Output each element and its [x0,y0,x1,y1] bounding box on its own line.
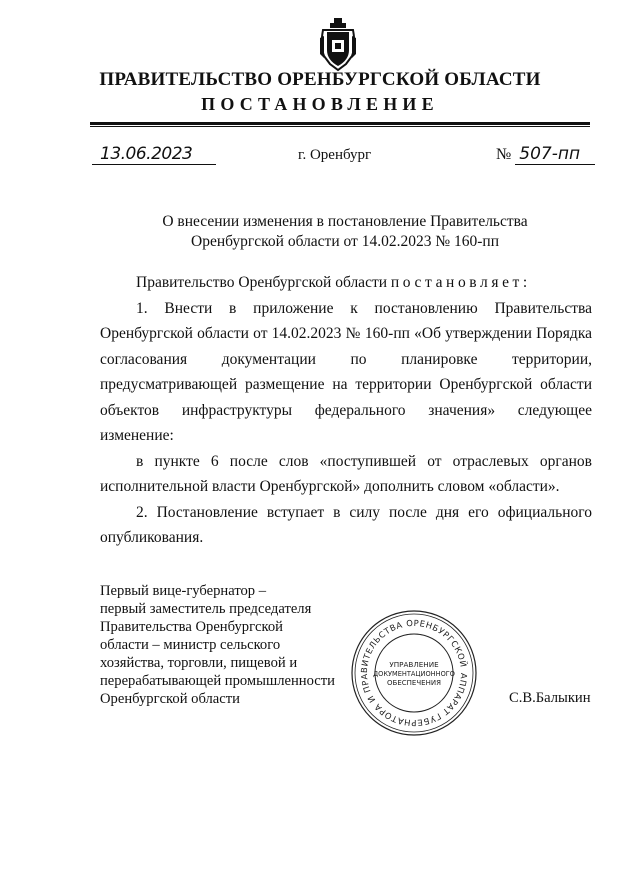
official-stamp [350,609,478,737]
number-prefix: № [496,146,512,163]
document-number [496,144,595,165]
stamp-center-line: ОБЕСПЕЧЕНИЯ [387,679,441,687]
item-1-change-paragraph: в пункте 6 после слов «поступившей от отраслевых органов исполнительной власти Оренбургской» дополнить словом «области». [100,452,592,495]
subject-line-2: Оренбургской области от 14.02.2023 № 160-пп [191,233,499,250]
signer-position-line: первый заместитель председателя [100,601,312,617]
number-value: 507-пп [515,144,595,165]
document-type-title: ПОСТАНОВЛЕНИЕ [201,94,439,114]
signer-name: С.В.Балыкин [509,690,591,706]
signer-position-line: Правительства Оренбургской [100,619,283,635]
signer-position-line: области – министр сельского [100,637,281,653]
header-divider-thin [90,126,590,127]
resolves-text: постановляет: [390,274,531,291]
signer-position-line: перерабатывающей промышленности [100,673,335,689]
stamp-ring-text: АППАРАТ ГУБЕРНАТОРА И ПРАВИТЕЛЬСТВА ОРЕНБУРГСКОЙ [358,617,470,729]
subject-line-1: О внесении изменения в постановление Правительства [162,213,528,230]
preamble-text: Правительство Оренбургской области [136,274,388,291]
government-title: ПРАВИТЕЛЬСТВО ОРЕНБУРГСКОЙ ОБЛАСТИ [99,69,541,90]
coat-of-arms-emblem [318,18,358,72]
document-body [100,270,592,551]
signer-position-line: Оренбургской области [100,691,240,707]
item-2-paragraph: 2. Постановление вступает в силу после дня его официального опубликования. [100,503,592,546]
signer-position-line: хозяйства, торговли, пищевой и [100,655,298,671]
stamp-center-line: ДОКУМЕНТАЦИОННОГО [373,670,455,678]
document-date: 13.06.2023 [92,144,216,165]
item-1-paragraph: 1. Внести в приложение к постановлению Правительства Оренбургской области от 14.02.2023 № 160-пп «Об утверждении Порядка согласования документации по планировке территории, предусматривающей размещение на территории Оренбургской области объектов инфраструктуры федерального значения» следующее изменение: [100,299,592,444]
signer-position-line: Первый вице-губернатор – [100,583,267,599]
signer-position [100,582,350,708]
stamp-center-line: УПРАВЛЕНИЕ [389,660,439,669]
header-divider-thick [90,122,590,125]
document-subject [100,212,590,252]
preamble-paragraph [100,270,592,296]
document-city: г. Оренбург [298,147,372,163]
